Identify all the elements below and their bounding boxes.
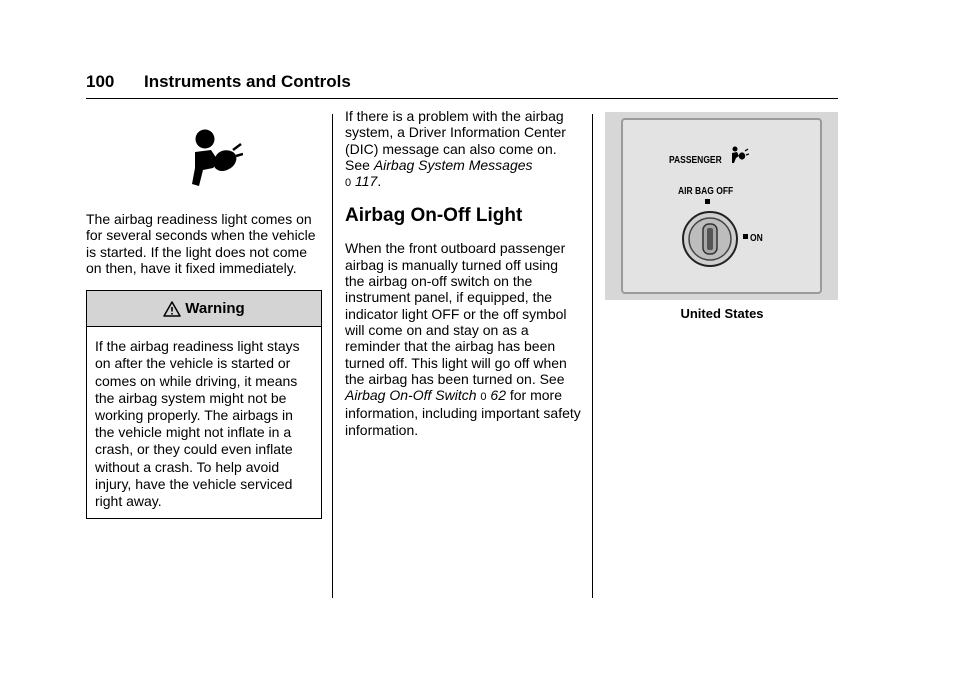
column-1 [86,112,322,519]
warning-title: Warning [185,299,245,317]
page-ref-icon-2: 0 [480,391,487,404]
airbag-readiness-icon [86,112,322,204]
airbag-switch-panel-image [605,112,838,300]
panel-face [621,118,822,294]
warning-box [86,290,322,519]
on-off-text: When the front outboard passenger airbag is manually turned off using the airbag on-off switch on the instrument panel, if equipped, the indicator light OFF or the off symbol will come on and stay on as a reminder that the airbag has been turned off. This light will go off when the airbag has been turned on. See [345,240,567,387]
dic-paragraph [345,108,581,191]
on-label: ON [750,233,763,244]
key-switch-icon [681,210,739,268]
page-ref-62[interactable]: 62 [490,387,506,404]
section-heading: Airbag On-Off Light [345,205,523,227]
on-off-paragraph [345,240,581,438]
column-3 [605,112,839,322]
passenger-label: PASSENGER [669,155,722,166]
image-caption: United States [680,306,764,321]
intro-end: . [377,173,382,190]
section-title: Instruments and Controls [144,72,351,91]
airbag-system-messages-link[interactable]: Airbag System Messages [373,156,533,173]
warning-body: If the airbag readiness light stays on after the vehicle is started or comes on while driving, it means the airbag system might not be working properly. The airbags in the vehicle might not inflate in a crash, or they could even inflate without a crash. To help avoid injury, have the vehicle serviced right away. [95,338,300,510]
header-rule [86,98,838,99]
warning-triangle-icon [163,301,181,317]
on-off-end: for more information, including important safety information. [345,387,581,438]
on-indicator [743,234,748,239]
page-number: 100 [86,72,115,91]
passenger-airbag-icon [731,146,749,164]
page-ref-117[interactable]: 117 [355,173,378,190]
warning-header [87,291,321,327]
column-divider-2 [592,114,593,598]
column-2 [345,108,581,438]
readiness-paragraph: The airbag readiness light comes on for several seconds when the vehicle is started. If the light does not come on then, have it fixed immediately. [86,211,316,276]
dic-text: If there is a problem with the airbag system, a Driver Information Center (DIC) message can also come on. See [345,108,566,173]
column-divider-1 [332,114,333,598]
page-header [86,72,351,92]
page-ref-icon: 0 [345,177,352,190]
off-indicator [705,199,710,204]
airbag-on-off-switch-link[interactable]: Airbag On-Off Switch [345,387,477,404]
airbag-off-label: AIR BAG OFF [678,186,734,197]
